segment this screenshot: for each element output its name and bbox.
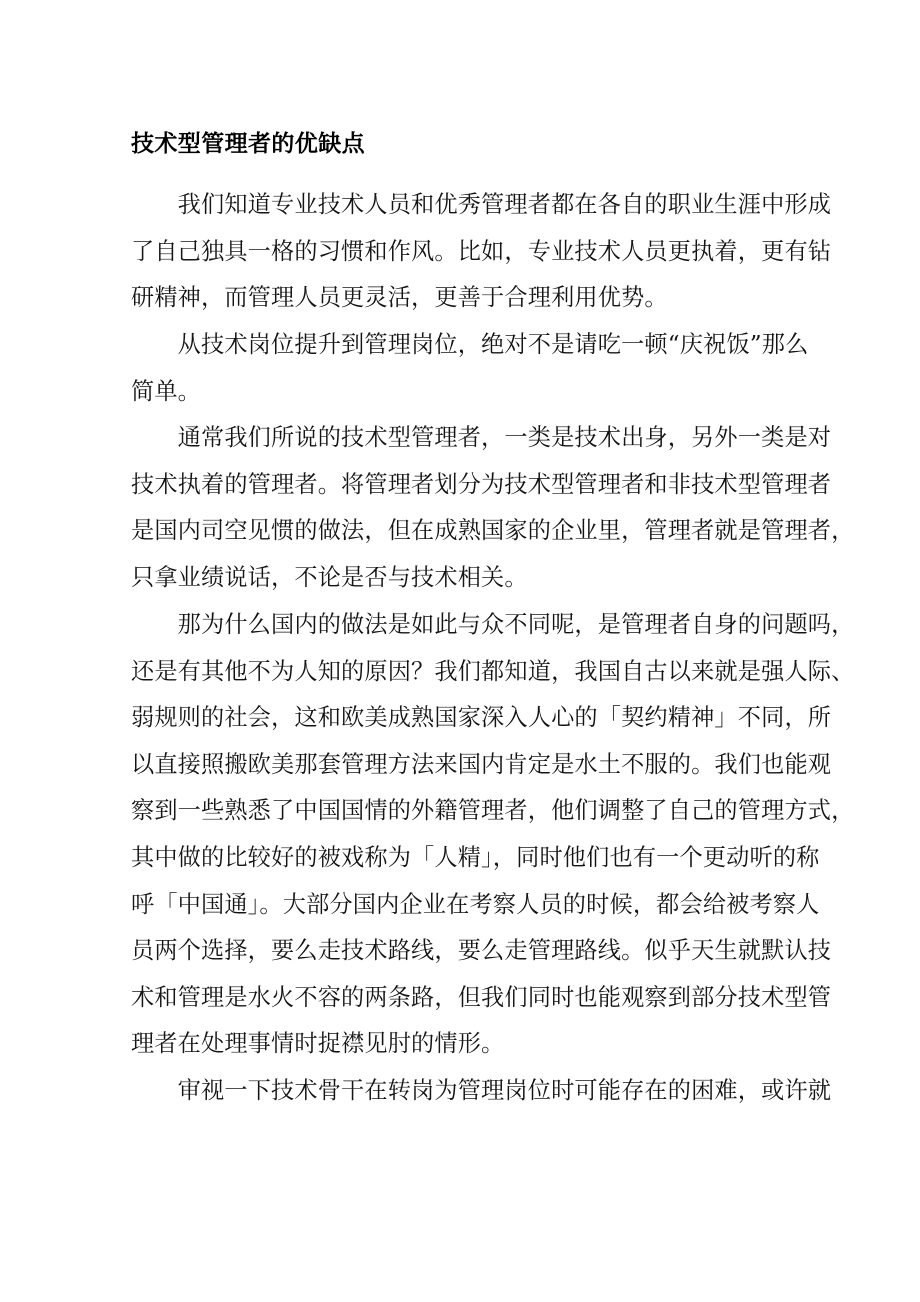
text-line: 以直接照搬欧美那套管理方法来国内肯定是水土不服的。我们也能观 <box>131 750 832 778</box>
page-title: 技术型管理者的优缺点 <box>131 131 365 158</box>
text-line: 察到一些熟悉了中国国情的外籍管理者，他们调整了自己的管理方式， <box>131 797 855 825</box>
text-line: 呼「中国通」。大部分国内企业在考察人员的时候，都会给被考察人 <box>131 890 820 918</box>
text-line: 简单。 <box>131 377 202 405</box>
paragraph-text <box>131 415 855 601</box>
text-line-segment: 我们知道专业技术人员和优秀管理者都在各自的职业生涯中形 <box>131 191 808 218</box>
paragraph-1 <box>131 182 832 322</box>
paragraph-text <box>131 1068 832 1115</box>
text-line-segment: 成 <box>807 191 832 218</box>
text-line: 还是有其他不为人知的原因？我们都知道，我国自古以来就是强人际、 <box>131 657 855 685</box>
text-line: 是国内司空见惯的做法，但在成熟国家的企业里，管理者就是管理者， <box>131 517 855 545</box>
paragraph-2 <box>131 322 809 415</box>
paragraph-3 <box>131 415 855 601</box>
paragraph-text <box>131 322 809 415</box>
text-line <box>131 182 832 229</box>
text-line: 通常我们所说的技术型管理者，一类是技术出身，另外一类是对 <box>131 424 832 451</box>
text-line: 术和管理是水火不容的两条路，但我们同时也能观察到部分技术型管 <box>131 983 832 1011</box>
text-line-segment: 钻 <box>807 237 832 265</box>
paragraph-text <box>131 602 855 1068</box>
text-line: 技术执着的管理者。将管理者划分为技术型管理者和非技术型管理者 <box>131 470 832 498</box>
paragraph-5 <box>131 1068 832 1115</box>
text-line: 理者在处理事情时捉襟见肘的情形。 <box>131 1030 505 1058</box>
text-line: 审视一下技术骨干在转岗为管理岗位时可能存在的困难，或许就 <box>131 1077 832 1104</box>
text-line: 从技术岗位提升到管理岗位，绝对不是请吃一顿“庆祝饭”那么 <box>131 331 809 358</box>
text-line: 只拿业绩说话，不论是否与技术相关。 <box>131 563 528 591</box>
text-line-segment: 了自己独具一格的习惯和作风。比如，专业技术人员更执着，更有 <box>131 237 808 265</box>
text-line: 员两个选择，要么走技术路线，要么走管理路线。似乎天生就默认技 <box>131 937 832 965</box>
text-line <box>131 229 832 276</box>
text-line: 其中做的比较好的被戏称为「人精」，同时他们也有一个更动听的称 <box>131 843 820 871</box>
paragraph-4 <box>131 602 855 1068</box>
text-line: 研精神，而管理人员更灵活，更善于合理利用优势。 <box>131 284 668 312</box>
text-line: 弱规则的社会，这和欧美成熟国家深入人心的「契约精神」不同，所 <box>131 704 832 732</box>
text-line: 那为什么国内的做法是如此与众不同呢，是管理者自身的问题吗， <box>131 611 855 638</box>
paragraph-text <box>131 182 832 322</box>
